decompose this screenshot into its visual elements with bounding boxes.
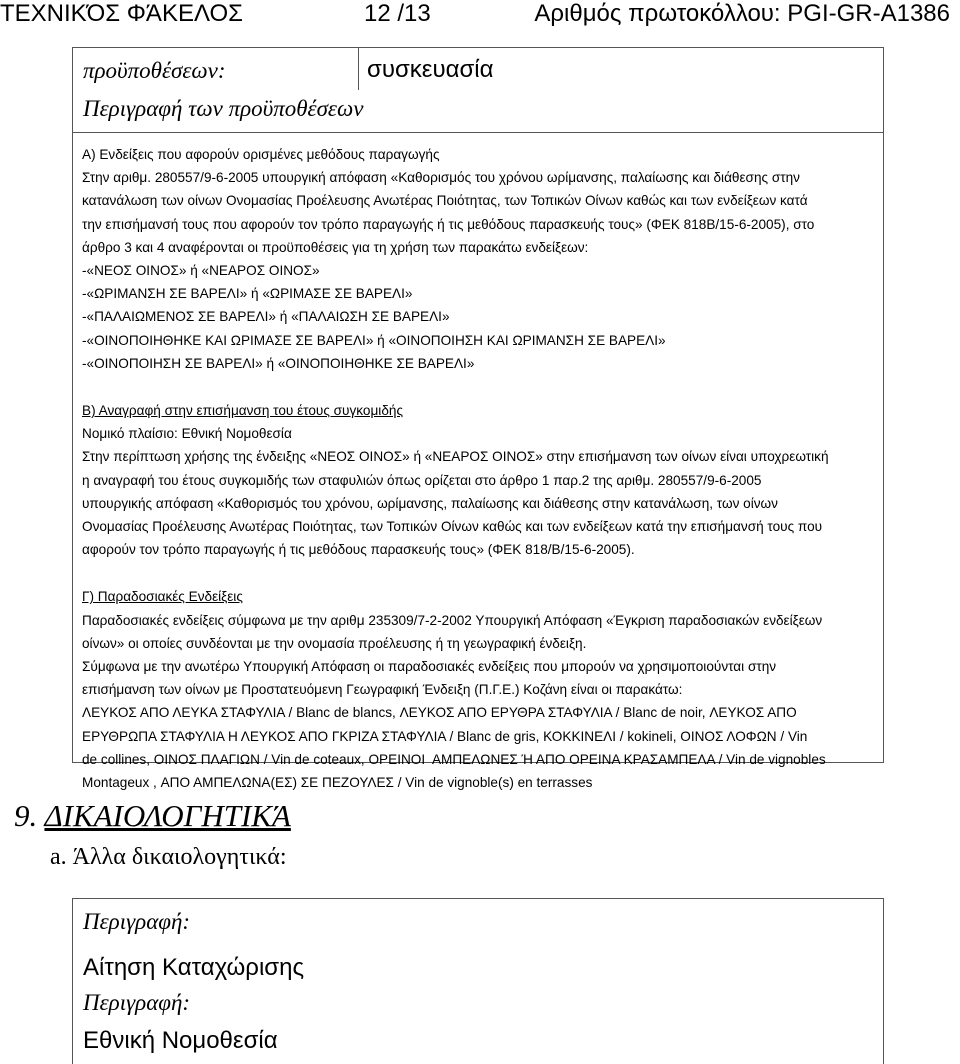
list-item: -«ΟΙΝΟΠΟΙΗΘΗΚΕ ΚΑΙ ΩΡΙΜΑΣΕ ΣΕ ΒΑΡΕΛΙ» ή «ΟΙΝΟΠΟΙΗΣΗ ΚΑΙ ΩΡΙΜΑΝΣΗ ΣΕ ΒΑΡΕΛΙ» [82, 332, 666, 348]
paragraph-line: οίνων» οι οποίες συνδέονται με την ονομασία προέλευσης ή τη γεωγραφική ένδειξη. [82, 635, 587, 651]
documents-box [72, 898, 884, 1064]
conditions-value: συσκευασία [367, 56, 494, 83]
section-title: ΔΙΚΑΙΟΛΟΓΗΤΙΚΆ [44, 798, 291, 833]
document-title: ΤΕΧΝΙΚΌΣ ΦΆΚΕΛΟΣ [0, 0, 243, 27]
paragraph-line: άρθρο 3 και 4 αναφέρονται οι προϋποθέσεις για τη χρήση των παρακάτω ενδείξεων: [82, 239, 589, 255]
paragraph-line: de collines, ΟΙΝΟΣ ΠΛΑΓΙΩΝ / Vin de coteaux, ΟΡΕΙΝΟΙ ΑΜΠΕΛΩΝΕΣ Ή ΑΠΟ ΟΡΕΙΝΑ ΚΡΑΣΑΜΠΕΛΑ / Vin de vignobles [82, 751, 826, 767]
paragraph-line: Στην περίπτωση χρήσης της ένδειξης «ΝΕΟΣ ΟΙΝΟΣ» ή «ΝΕΑΡΟΣ ΟΙΝΟΣ» στην επισήμανση των οίνων είναι υποχρεωτική [82, 449, 829, 465]
section-9a-heading: a. Άλλα δικαιολογητικά: [50, 844, 287, 870]
conditions-box [72, 47, 884, 133]
list-item: -«ΝΕΟΣ ΟΙΝΟΣ» ή «ΝΕΑΡΟΣ ΟΙΝΟΣ» [82, 263, 320, 279]
protocol-number: Αριθμός πρωτοκόλλου: PGI-GR-A1386 [534, 0, 950, 27]
paragraph-line: Νομικό πλαίσιο: Εθνική Νομοθεσία [82, 426, 292, 442]
conditions-description-text [82, 143, 882, 794]
paragraph-line: Στην αριθμ. 280557/9-6-2005 υπουργική απόφαση «Καθορισμός του χρόνου ωρίμανσης, παλαίωσης και διάθεσης στην [82, 170, 800, 186]
section-c-heading: Γ) Παραδοσιακές Ενδείξεις [82, 589, 243, 605]
conditions-label: προϋποθέσεων: [83, 58, 226, 83]
paragraph-line: Montageux , ΑΠΟ ΑΜΠΕΛΩΝΑ(ΕΣ) ΣΕ ΠΕΖΟΥΛΕΣ / Vin de vignoble(s) en terrasses [82, 775, 593, 791]
section-b-heading: Β) Αναγραφή στην επισήμανση του έτους συγκομιδής [82, 403, 404, 419]
conditions-description-label: Περιγραφή των προϋποθέσεων [83, 96, 364, 121]
list-item: -«ΩΡΙΜΑΝΣΗ ΣΕ ΒΑΡΕΛΙ» ή «ΩΡΙΜΑΣΕ ΣΕ ΒΑΡΕΛΙ» [82, 286, 413, 302]
description-label: Περιγραφή: [83, 909, 191, 934]
list-item: -«ΠΑΛΑΙΩΜΕΝΟΣ ΣΕ ΒΑΡΕΛΙ» ή «ΠΑΛΑΙΩΣΗ ΣΕ ΒΑΡΕΛΙ» [82, 309, 450, 325]
description-value: Εθνική Νομοθεσία [83, 1027, 278, 1054]
cell-divider [358, 48, 359, 90]
paragraph-line: η αναγραφή του έτους συγκομιδής των σταφυλιών όπως ορίζεται στο άρθρο 1 παρ.2 της αριθμ. 280557/9-6-2005 [82, 472, 762, 488]
page-number: 12 /13 [364, 0, 431, 27]
list-item: -«ΟΙΝΟΠΟΙΗΣΗ ΣΕ ΒΑΡΕΛΙ» ή «ΟΙΝΟΠΟΙΗΘΗΚΕ ΣΕ ΒΑΡΕΛΙ» [82, 355, 475, 371]
paragraph-line: Σύμφωνα με την ανωτέρω Υπουργική Απόφαση οι παραδοσιακές ενδείξεις που μπορούν να χρησιμοποιούνται στην [82, 659, 777, 675]
paragraph-line: επισήμανση των οίνων με Προστατευόμενη Γεωγραφική Ένδειξη (Π.Γ.Ε.) Κοζάνη είναι οι παρακάτω: [82, 682, 683, 698]
section-number: 9. [14, 798, 45, 833]
paragraph-line: Ονομασίας Προέλευσης Ανωτέρας Ποιότητας, των Τοπικών Οίνων καθώς και των ενδείξεων κατά την επισήμανσή τους που [82, 519, 823, 535]
description-value: Αίτηση Καταχώρισης [83, 954, 305, 981]
paragraph-line: ΛΕΥΚΟΣ ΑΠΟ ΛΕΥΚΑ ΣΤΑΦΥΛΙΑ / Blanc de blancs, ΛΕΥΚΟΣ ΑΠΟ ΕΡΥΘΡΑ ΣΤΑΦΥΛΙΑ / Blanc de noir, ΛΕΥΚΟΣ ΑΠΟ [82, 705, 797, 721]
description-label: Περιγραφή: [83, 990, 191, 1015]
paragraph-line: υπουργικής απόφαση «Καθορισμός του χρόνου, ωρίμανσης, παλαίωσης και διάθεσης στην κατανάλωση, των οίνων [82, 495, 778, 511]
conditions-description-box [72, 131, 884, 791]
page-header [0, 0, 960, 34]
paragraph-line: αφορούν τον τρόπο παραγωγής ή τις μεθόδους παρασκευής τους» (ΦΕΚ 818/Β/15-6-2005). [82, 542, 635, 558]
paragraph-line: Παραδοσιακές ενδείξεις σύμφωνα με την αριθμ 235309/7-2-2002 Υπουργική Απόφαση «Έγκριση παραδοσιακών ενδείξεων [82, 612, 823, 628]
paragraph-line: ΕΡΥΘΡΩΠΑ ΣΤΑΦΥΛΙΑ Η ΛΕΥΚΟΣ ΑΠΟ ΓΚΡΙΖΑ ΣΤΑΦΥΛΙΑ / Blanc de gris, ΚΟΚΚΙΝΕΛΙ / kokineli, ΟΙΝΟΣ ΛΟΦΩΝ / Vin [82, 728, 808, 744]
section-a-heading: Α) Ενδείξεις που αφορούν ορισμένες μεθόδους παραγωγής [82, 147, 440, 162]
paragraph-line: κατανάλωση των οίνων Ονομασίας Προέλευσης Ανωτέρας Ποιότητας, των Τοπικών Οίνων καθώς και των ενδείξεων κατά [82, 193, 808, 209]
section-9-heading [14, 798, 291, 834]
paragraph-line: την επισήμανσή τους που αφορούν τον τρόπο παραγωγής ή τις μεθόδους παρασκευής τους» (ΦΕΚ 818Β/15-6-2005), στο [82, 216, 815, 232]
